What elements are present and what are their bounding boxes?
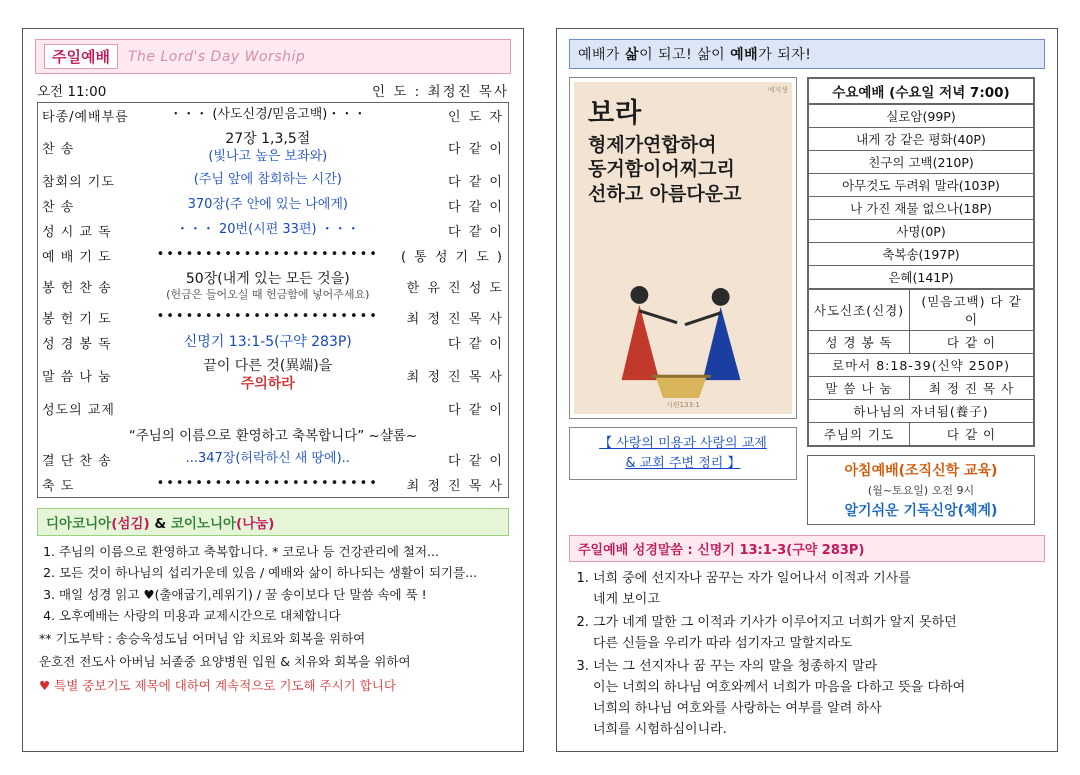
artwork-column	[569, 77, 797, 525]
wednesday-order-value: 다 같 이	[910, 423, 1034, 446]
order-item-label: 타종/예배부름	[42, 110, 129, 125]
scripture-line: 3. 너는 그 선지자나 꿈 꾸는 자의 말을 청종하지 말라	[593, 659, 878, 675]
order-row	[38, 396, 508, 421]
artwork-scripture-ref: 시편133:1	[666, 401, 700, 409]
order-row	[38, 355, 508, 396]
diakonia-header	[37, 508, 509, 536]
motto-part-3: 가 되자!	[758, 47, 812, 63]
order-item-detail: (주님 앞에 참회하는 시간)	[193, 172, 342, 188]
notice-item: 4. 오후예배는 사랑의 미용과 교제시간으로 대체합니다	[59, 606, 507, 626]
wednesday-song: 나 가진 재물 없으나(18P)	[809, 197, 1034, 220]
wednesday-order-row	[809, 290, 1034, 331]
order-item-detail: ...347장(허락하신 새 땅에)..	[185, 451, 350, 467]
order-row	[38, 447, 508, 472]
order-row	[38, 193, 508, 218]
calligraphy-artwork	[574, 82, 792, 414]
scripture-verse	[593, 612, 1041, 654]
order-item-detail: •••••••••••••••••••••••	[156, 476, 379, 492]
koinonia-label: 코이노니아	[170, 516, 237, 532]
calligraphy-line-1: 보라	[588, 98, 643, 129]
order-item-who: 다 같 이	[448, 224, 504, 240]
order-item-label: 성 경 봉 독	[42, 337, 112, 352]
motto-highlight-worship: 예배	[730, 47, 759, 63]
order-row	[38, 103, 508, 128]
order-item-detail: ・・・ 20번(시편 33편) ・・・	[175, 222, 360, 238]
order-item-who: 인 도 자	[448, 110, 504, 125]
order-row	[38, 268, 508, 305]
prayer-request-3: ♥ 특별 중보기도 제목에 대하여 계속적으로 기도해 주시기 합니다	[39, 677, 396, 693]
scripture-line: 1. 너희 중에 선지자나 꿈꾸는 자가 일어나서 이적과 기사를	[593, 571, 911, 586]
diakonia-sublabel: (섬김)	[111, 516, 150, 532]
order-row	[38, 243, 508, 268]
scripture-line: 다른 신들을 우리가 따라 섬기자고 말할지라도	[593, 636, 853, 652]
notice-item: 1. 주님의 이름으로 환영하고 축복합니다. * 코로나 등 건강관리에 철저...	[59, 542, 507, 562]
wednesday-order-row	[809, 331, 1034, 354]
order-item-who: 다 같 이	[448, 337, 504, 352]
motto-part-2: 이 되고! 삶이	[639, 47, 731, 63]
order-item-subdetail: 주의하라	[240, 375, 295, 392]
caption-line-2: & 교회 주변 정리 】	[625, 455, 741, 471]
order-item-detail: 50장(내게 있는 모든 것을)	[185, 270, 350, 287]
notice-item: 3. 매일 성경 읽고 ♥(출애굽기,레위기) / 꿀 송이보다 단 말씀 속에 푹 !	[59, 585, 507, 605]
order-item-label: 찬 송	[42, 199, 75, 215]
order-item-detail: 신명기 13:1-5(구약 283P)	[183, 333, 352, 350]
wednesday-order-label: 사도신조(신경)	[809, 290, 910, 331]
wednesday-header-table	[808, 78, 1034, 104]
wednesday-order-row	[809, 377, 1034, 400]
order-item-label: 결 단 찬 송	[42, 454, 112, 469]
scripture-line: 너희를 시험하심이니라.	[593, 722, 727, 738]
wednesday-service-box	[807, 77, 1035, 447]
order-item-who: 다 같 이	[448, 199, 504, 215]
diakonia-amp: &	[149, 516, 171, 532]
order-item-label: 말 씀 나 눔	[42, 370, 112, 385]
worship-time-row	[37, 80, 509, 100]
wednesday-song: 내게 강 같은 평화(40P)	[809, 128, 1034, 151]
notice-list	[39, 542, 507, 696]
wednesday-song: 아무것도 두려워 말라(103P)	[809, 174, 1034, 197]
order-item-detail: 370장(주 안에 있는 나에게)	[187, 197, 348, 213]
wednesday-order-label: 주님의 기도	[809, 423, 910, 446]
calligraphy-line-4: 선하고 아름다운고	[588, 182, 742, 205]
order-item-detail: •••••••••••••••••••••••	[156, 309, 379, 325]
order-of-worship-table	[38, 103, 508, 497]
order-item-detail: 27장 1,3,5절	[225, 131, 311, 147]
order-item-subdetail: (빛나고 높은 보좌와)	[208, 148, 328, 164]
order-item-label: 축 도	[42, 479, 75, 494]
order-item-who: 다 같 이	[448, 454, 504, 469]
order-item-label: 봉 헌 찬 송	[42, 280, 112, 296]
wednesday-song: 친구의 고백(210P)	[809, 151, 1034, 174]
order-item-label: 성도의 교제	[42, 403, 115, 418]
scripture-line: 너희의 하나님 여호와를 사랑하는 여부를 알려 하사	[593, 701, 882, 717]
morning-title: 아침예배(조직신학 교육)	[844, 463, 998, 479]
worship-title-en: The Lord's Day Worship	[127, 48, 306, 65]
prayer-request-2: 운호전 전도사 아버님 뇌졸중 요양병원 입원 & 치유와 회복을 위하여	[39, 654, 411, 670]
wednesday-sermon-title: 하나님의 자녀됨(養子)	[809, 400, 1034, 423]
order-row	[38, 330, 508, 355]
koinonia-sublabel: (나눔)	[236, 516, 275, 532]
wednesday-song: 축복송(197P)	[809, 243, 1034, 266]
morning-schedule: (월~토요일) 오전 9시	[867, 484, 975, 497]
wednesday-order-value: (믿음고백) 다 같 이	[910, 290, 1034, 331]
order-item-label: 예 배 기 도	[42, 249, 112, 265]
scripture-verse	[593, 568, 1041, 610]
order-item-who: 다 같 이	[448, 403, 504, 418]
diakonia-label: 디아코니아	[46, 516, 112, 532]
wednesday-song: 은혜(141P)	[809, 266, 1034, 289]
worship-leader: 인 도 : 최정진 목사	[371, 84, 509, 100]
wednesday-song: 사명(0P)	[809, 220, 1034, 243]
artwork-tag: 예지샘	[767, 86, 788, 94]
wednesday-order-row	[809, 400, 1034, 423]
worship-header	[35, 39, 511, 74]
order-of-worship-box	[37, 102, 509, 498]
order-item-label: 찬 송	[42, 142, 75, 158]
order-item-who: 최 정 진 목 사	[406, 370, 504, 385]
sermon-scripture-header: 주일예배 성경말씀 : 신명기 13:1-3(구약 283P)	[569, 535, 1045, 562]
order-row	[38, 305, 508, 330]
caption-line-1: 【 사랑의 미용과 사랑의 교제	[599, 436, 767, 451]
wednesday-title: 수요예배 (수요일 저녁 7:00)	[809, 79, 1034, 104]
order-row	[38, 421, 508, 447]
wednesday-order-row	[809, 423, 1034, 446]
scripture-line: 네게 보이고	[593, 592, 660, 608]
order-item-subdetail: (헌금은 들어오실 때 헌금함에 넣어주세요)	[166, 288, 370, 302]
artwork-frame	[569, 77, 797, 419]
order-item-label: 참회의 기도	[42, 174, 115, 190]
order-item-who: ( 통 성 기 도 )	[400, 249, 504, 265]
order-row	[38, 472, 508, 497]
greeting-quote: “주님의 이름으로 환영하고 축복합니다” ~샬롬~	[128, 428, 418, 444]
scripture-line: 이는 너희의 하나님 여호와께서 너희가 마음을 다하고 뜻을 다하여	[593, 680, 966, 696]
worship-motto-banner	[569, 39, 1045, 69]
order-row	[38, 218, 508, 243]
prayer-request-1: ** 기도부탁 : 송승욱성도님 어머님 암 치료와 회복을 위하여	[39, 631, 366, 646]
scripture-line: 2. 그가 네게 말한 그 이적과 기사가 이루어지고 너희가 알지 못하던	[593, 615, 957, 631]
wednesday-order-label: 성 경 봉 독	[809, 331, 910, 354]
wednesday-order-table	[808, 289, 1034, 446]
wednesday-order-value: 최 정 진 목 사	[910, 377, 1034, 400]
morning-service-box	[807, 455, 1035, 525]
wednesday-order-row	[809, 354, 1034, 377]
worship-time: 오전 11:00	[37, 84, 107, 100]
order-row	[38, 168, 508, 193]
wednesday-songs-table	[808, 104, 1034, 289]
right-panel	[556, 28, 1058, 752]
wednesday-scripture: 로마서 8:18-39(신약 250P)	[809, 354, 1034, 377]
order-item-label: 성 시 교 독	[42, 224, 112, 240]
motto-part-1: 예배가	[578, 47, 626, 63]
sermon-scripture-text	[571, 568, 1041, 740]
calligraphy-line-2: 형제가연합하여	[588, 133, 717, 156]
scripture-verse	[593, 656, 1041, 740]
order-item-detail: •••••••••••••••••••••••	[156, 247, 379, 263]
worship-title-ko: 주일예배	[44, 44, 118, 69]
order-item-who: 다 같 이	[448, 142, 504, 158]
afternoon-program-caption	[569, 427, 797, 480]
order-item-detail: 끝이 다른 것(異端)을	[203, 358, 333, 374]
order-item-who: 한 유 진 성 도	[406, 280, 504, 296]
order-item-who: 최 정 진 목 사	[406, 312, 504, 327]
calligraphy-text	[588, 98, 788, 205]
right-columns	[569, 77, 1045, 525]
order-row	[38, 128, 508, 168]
order-item-who: 최 정 진 목 사	[406, 479, 504, 494]
motto-highlight-life: 삶	[625, 47, 640, 63]
calligraphy-line-3: 동거함이어찌그리	[588, 158, 735, 181]
left-panel	[22, 28, 524, 752]
wednesday-column	[807, 77, 1035, 525]
two-figures-illustration	[574, 280, 792, 400]
order-item-who: 다 같 이	[448, 174, 504, 190]
order-item-label: 봉 헌 기 도	[42, 312, 112, 327]
wednesday-order-label: 말 씀 나 눔	[809, 377, 910, 400]
order-item-detail: ・・・ (사도신경/믿음고백)・・・	[169, 107, 367, 123]
notice-item: 2. 모든 것이 하나님의 섭리가운데 있음 / 예배와 삶이 하나되는 생활이 되기를...	[59, 563, 507, 583]
wednesday-order-value: 다 같 이	[910, 331, 1034, 354]
morning-subject: 알기쉬운 기독신앙(체계)	[844, 503, 998, 519]
wednesday-song: 실로암(99P)	[809, 105, 1034, 128]
